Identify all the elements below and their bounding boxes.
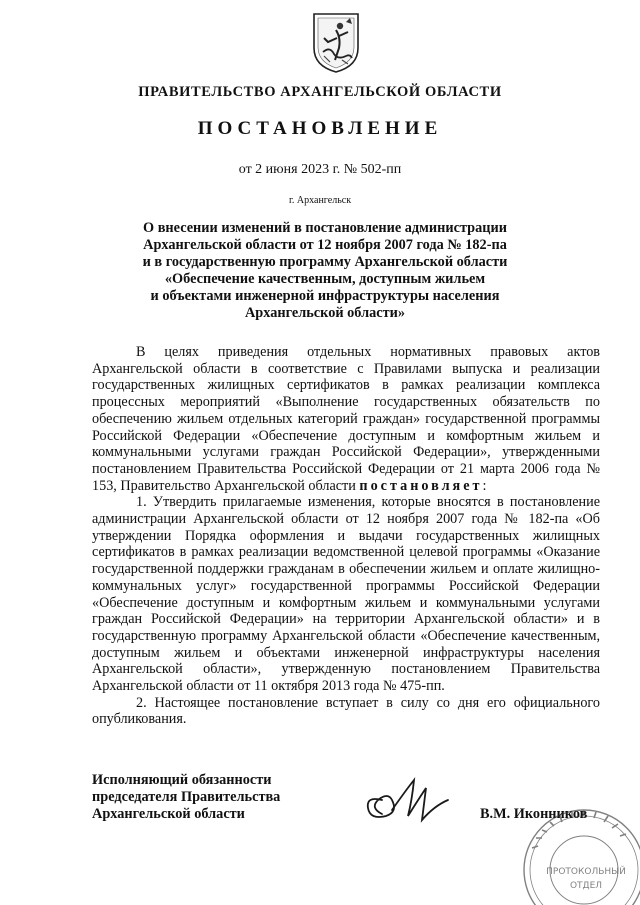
- stamp-line: ПРОТОКОЛЬНЫЙ: [546, 867, 626, 877]
- signatory-title-line: Исполняющий обязанности: [92, 772, 272, 788]
- document-body: [92, 344, 600, 728]
- government-title: ПРАВИТЕЛЬСТВО АРХАНГЕЛЬСКОЙ ОБЛАСТИ: [138, 84, 502, 100]
- item-2-paragraph: 2. Настоящее постановление вступает в силу со дня его официального опубликования.: [92, 694, 600, 728]
- decrees-colon: :: [482, 477, 487, 494]
- stamp-line: ОТДЕЛ: [569, 881, 603, 891]
- preamble-text: В целях приведения отдельных нормативных правовых актов Архангельской области в соответствие с Правилами выпуска и реализации государственных жилищных сертификатов в рамках реализации комплекса процессных мероприятий «Выполнение государственных обязательств по обеспечению жильем отдельных категорий граждан» государственной программы Российской Федерации «Обеспечение доступным и комфортным жильем и коммунальными услугами граждан Российской Федерации», утвержденными постановлением Правительства Российской Федерации от 21 марта 2006 года № 153, Правительство Архангельской области: [92, 344, 600, 494]
- subject-line: Архангельской области от 12 ноября 2007 года № 182-па: [143, 237, 507, 253]
- subject-line: и в государственную программу Архангельской области: [142, 254, 508, 270]
- document-subject: [95, 220, 555, 322]
- signatory-name: В.М. Иконников: [480, 806, 588, 822]
- signatory-title: [92, 772, 332, 823]
- preamble-paragraph: [92, 344, 600, 494]
- signatory-title-line: председателя Правительства: [92, 789, 281, 805]
- date-number: от 2 июня 2023 г. № 502-пп: [238, 162, 402, 177]
- official-stamp-icon: [512, 798, 640, 905]
- item-1-paragraph: 1. Утвердить прилагаемые изменения, которые вносятся в постановление администрации Архангельской области от 12 ноября 2007 года № 182-па «Об утверждении Порядка оформления и выдачи государственных жилищных сертификатов в рамках реализации ведомственной целевой программы «Оказание государственной поддержки гражданам в обеспечении жильем и оплате жилищно-коммунальных услуг» государственной программы Российской Федерации «Обеспечение доступным и комфортным жильем и коммунальными услугами граждан Российской Федерации» на территории Архангельской области» и в государственную программу Архангельской области «Обеспечение качественным, доступным жильем и объектами инженерной инфраструктуры населения Архангельской области», утвержденную постановлением Правительства Архангельской области от 11 октября 2013 года № 475-пп.: [92, 494, 600, 695]
- coat-of-arms-icon: [310, 8, 362, 74]
- signatory-title-line: Архангельской области: [92, 806, 245, 822]
- document-type: ПОСТАНОВЛЕНИЕ: [197, 118, 443, 139]
- subject-line: Архангельской области»: [244, 305, 406, 321]
- handwritten-signature: [352, 770, 472, 830]
- subject-line: и объектами инженерной инфраструктуры населения: [150, 288, 500, 304]
- subject-line: О внесении изменений в постановление администрации: [143, 220, 507, 236]
- subject-line: «Обеспечение качественным, доступным жильем: [164, 271, 486, 287]
- city-name: г. Архангельск: [288, 195, 352, 206]
- decrees-word: постановляет: [359, 477, 483, 494]
